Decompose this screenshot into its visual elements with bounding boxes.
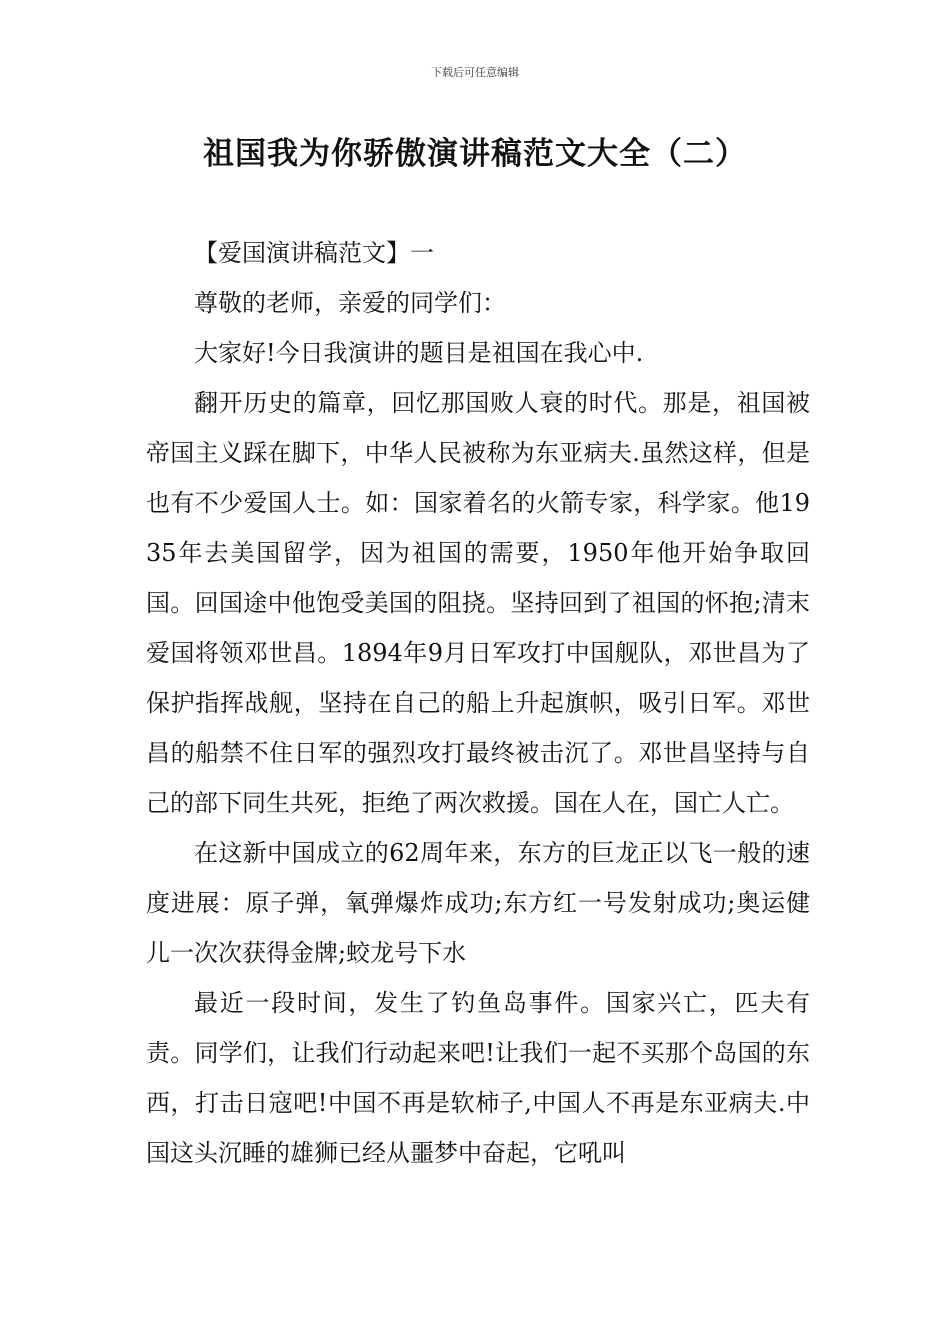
paragraph-salutation: 尊敬的老师，亲爱的同学们： xyxy=(194,289,506,317)
header-note: 下载后可任意编辑 xyxy=(431,66,519,79)
paragraph-progress: 在这新中国成立的62周年来，东方的巨龙正以飞一般的速度进展：原子弹，氧弹爆炸成功;东方红一号发射成功;奥运健儿一次次获得金牌;蛟龙号下水 xyxy=(146,839,810,967)
document-title: 祖国我为你骄傲演讲稿范文大全（二） xyxy=(203,136,747,172)
paragraph-call-to-action: 最近一段时间，发生了钓鱼岛事件。国家兴亡，匹夫有责。同学们，让我们行动起来吧!让我们一起不买那个岛国的东西，打击日寇吧!中国不再是软柿子,中国人不再是东亚病夫.中国这头沉睡的雄狮已经从噩梦中奋起，它吼叫 xyxy=(146,989,810,1167)
paragraph-greeting: 大家好!今日我演讲的题目是祖国在我心中. xyxy=(194,339,644,367)
document-body xyxy=(146,228,810,1178)
paragraph-section-heading: 【爱国演讲稿范文】一 xyxy=(194,239,434,267)
paragraph-history: 翻开历史的篇章，回忆那国败人衰的时代。那是，祖国被帝国主义踩在脚下，中华人民被称为东亚病夫.虽然这样，但是也有不少爱国人士。如：国家着名的火箭专家，科学家。他1935年去美国留学，因为祖国的需要，1950年他开始争取回国。回国途中他饱受美国的阻挠。坚持回到了祖国的怀抱;清末爱国将领邓世昌。1894年9月日军攻打中国舰队，邓世昌为了保护指挥战舰，坚持在自己的船上升起旗帜，吸引日军。邓世昌的船禁不住日军的强烈攻打最终被击沉了。邓世昌坚持与自己的部下同生共死，拒绝了两次救援。国在人在，国亡人亡。 xyxy=(146,389,810,817)
